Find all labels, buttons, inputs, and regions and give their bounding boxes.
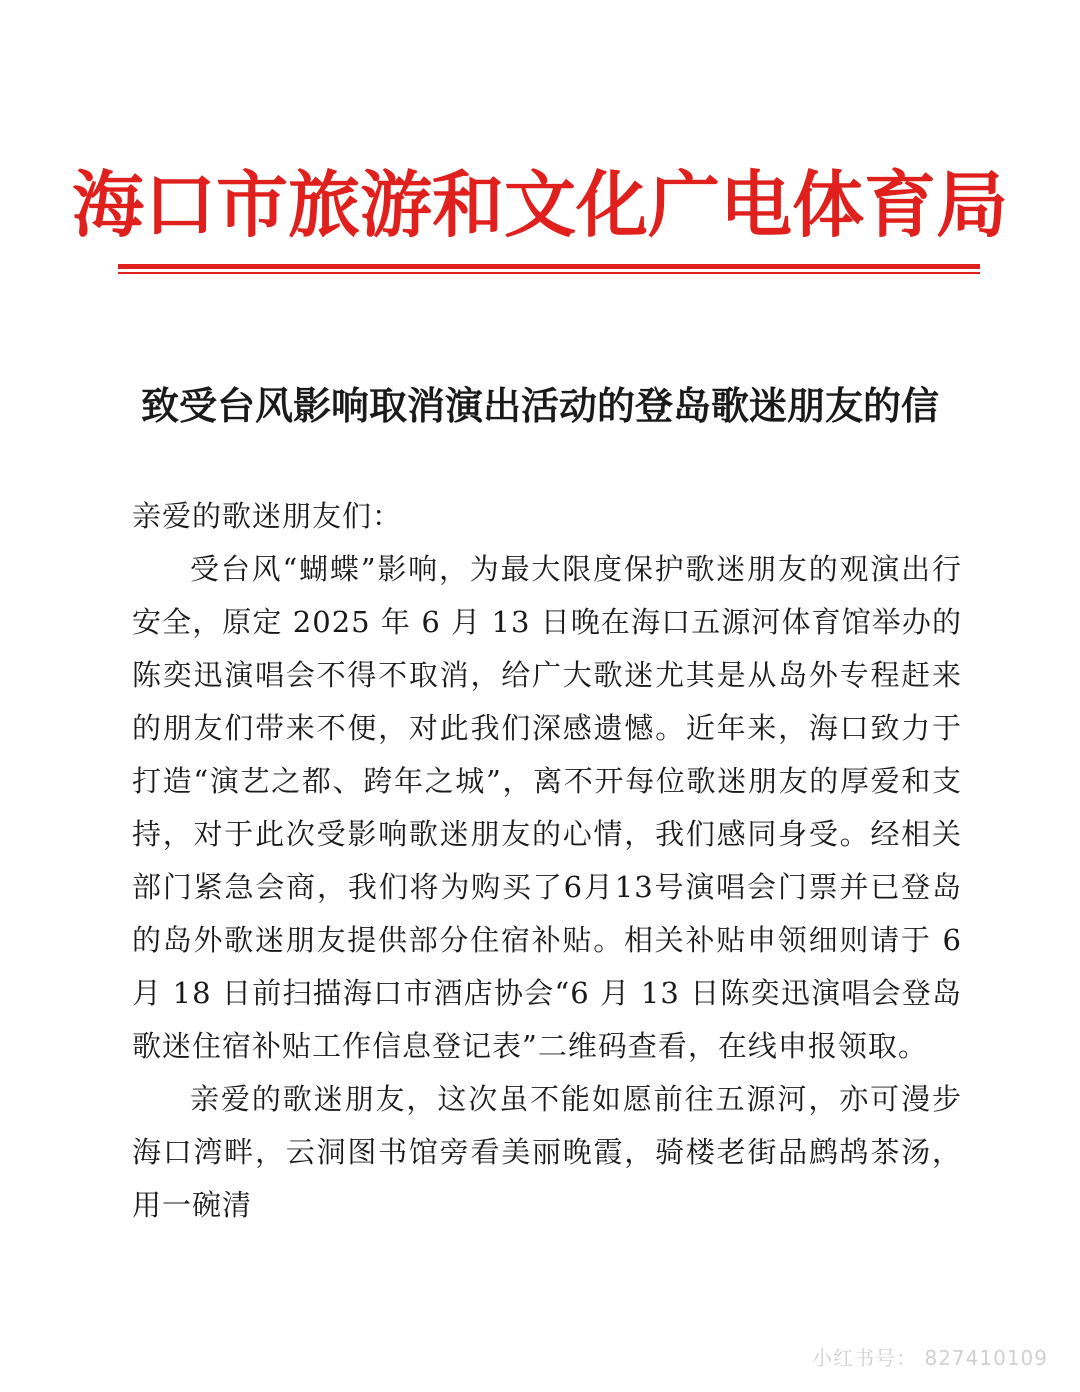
agency-letterhead-title: 海口市旅游和文化广电体育局 xyxy=(71,162,1008,247)
letter-paragraph-1: 受台风“蝴蝶”影响，为最大限度保护歌迷朋友的观演出行安全，原定 2025 年 6 月 13 日晚在海口五源河体育馆举办的陈奕迅演唱会不得不取消，给广大歌迷尤其是从岛外专程赶来的朋友们带来不便，对此我们深感遗憾。近年来，海口致力于打造“演艺之都、跨年之城”，离不开每位歌迷朋友的厚爱和支持，对于此次受影响歌迷朋友的心情，我们感同身受。经相关部门紧急会商，我们将为购买了6月13号演唱会门票并已登岛的岛外歌迷朋友提供部分住宿补贴。相关补贴申领细则请于 6 月 18 日前扫描海口市酒店协会“6 月 13 日陈奕迅演唱会登岛歌迷住宿补贴工作信息登记表”二维码查看，在线申报领取。 xyxy=(132,552,962,1063)
letter-salutation: 亲爱的歌迷朋友们： xyxy=(132,499,403,533)
letter-paragraph-2: 亲爱的歌迷朋友，这次虽不能如愿前往五源河，亦可漫步海口湾畔，云洞图书馆旁看美丽晚霞，骑楼老街品鹧鸪茶汤，用一碗清 xyxy=(132,1082,962,1222)
letterhead-divider-thick xyxy=(118,264,980,269)
letter-body xyxy=(132,490,962,1232)
xiaohongshu-watermark: 小红书号： 827410109 xyxy=(812,1346,1048,1370)
letter-title: 致受台风影响取消演出活动的登岛歌迷朋友的信 xyxy=(140,383,939,428)
letterhead-divider-thin xyxy=(118,272,980,274)
